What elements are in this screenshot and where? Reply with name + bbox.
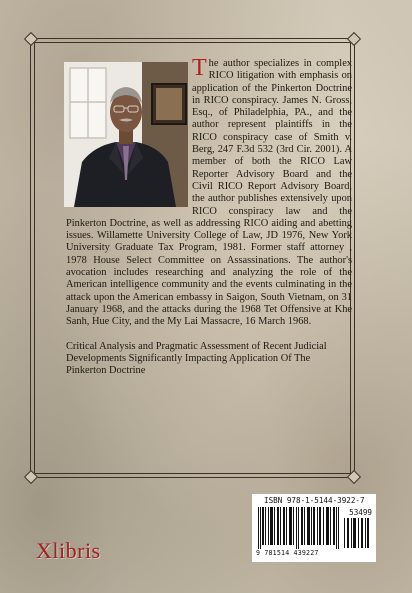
barcode-bars <box>258 507 340 549</box>
book-subtitle: Critical Analysis and Pragmatic Assessment of Recent Judicial Developments Significantly Impacting Application Of The Pinkerton Doctrine <box>66 340 327 377</box>
author-bio <box>66 55 352 377</box>
photo-float-spacer <box>66 58 192 210</box>
drop-cap: T <box>192 55 207 81</box>
price-code: 53499 <box>349 508 372 517</box>
price-barcode-bars <box>344 518 370 548</box>
isbn-label: ISBN 978-1-5144-3922-7 <box>264 496 365 505</box>
bio-paragraph <box>66 55 352 329</box>
isbn-digits: 9 781514 439227 <box>256 549 319 557</box>
bio-text: he author specializes in complex RICO litigation with emphasis on application of the Pinkerton Doctrine in RICO conspiracy. James N. Gross, Esq., of Philadelphia, PA., and the author represent plaintiffs in the RICO conspiracy case of Smith v. Berg, 247 F.3d 532 (3rd Cir. 2001). A member of both the RICO Law Reporter Advisory Board and the Civil RICO Report Advisory Board, the author publishes extensively upon RICO conspiracy law and the Pinkerton Doctrine, as well as addressing RICO aiding and abetting issues. Willamette University College of Law, JD 1976, New York University Graduate Tax Program, 1981. Former staff attorney , 1978 House Select Committee on Assassinations. The author's avocation includes researching and analyzing the role of the American intelligence community and the events culminating in the attack upon the American embassy in Saigon, South Vietnam, on 31 January 1968, and the attacks during the 1968 Tet Offensive at Khe Sanh, Hue City, and the My Lai Massacre, 16 March 1968. <box>66 58 352 328</box>
publisher-logo: Xlibris <box>36 538 101 563</box>
isbn-barcode <box>252 494 376 562</box>
